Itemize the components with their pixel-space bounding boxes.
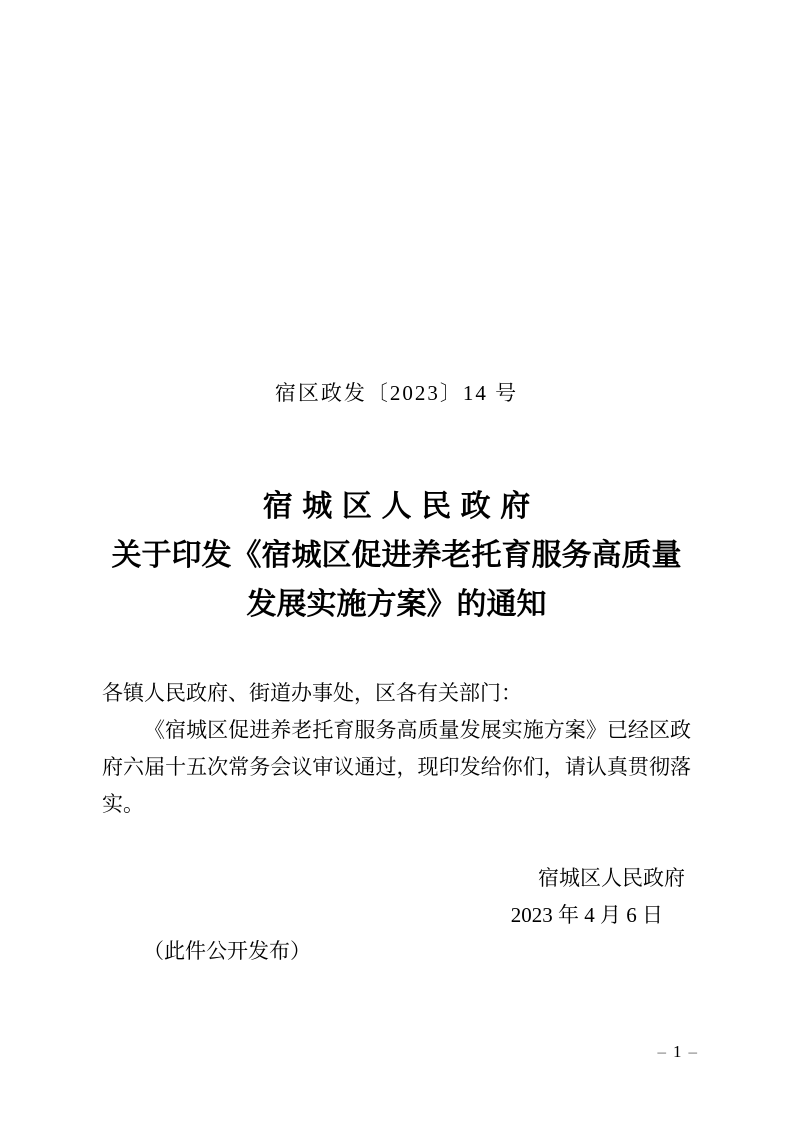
signer-name: 宿城区人民政府: [538, 866, 685, 890]
page-number-dash-left: –: [657, 1042, 666, 1061]
title-line-3: 发展实施方案》的通知: [246, 588, 547, 621]
signature-date: 2023 年 4 月 6 日: [510, 903, 663, 927]
title-line-1: [0, 482, 793, 531]
doc-number: 宿区政发〔2023〕14 号: [274, 381, 519, 405]
publish-note: （此件公开发布）: [143, 939, 311, 963]
document-title: [0, 482, 793, 629]
title-line-1-text: 宿城区人民政府: [262, 490, 540, 523]
page-number-value: 1: [673, 1042, 682, 1061]
page-number: [658, 1042, 698, 1062]
body-paragraph: 《宿城区促进养老托育服务高质量发展实施方案》已经区政府六届十五次常务会议审议通过，现印发给你们，请认真贯彻落实。: [102, 718, 691, 816]
salutation: 各镇人民政府、街道办事处，区各有关部门：: [102, 681, 522, 705]
title-line-2: 关于印发《宿城区促进养老托育服务高质量: [111, 539, 682, 572]
page-number-dash-right: –: [688, 1042, 697, 1061]
document-body: [102, 675, 691, 823]
